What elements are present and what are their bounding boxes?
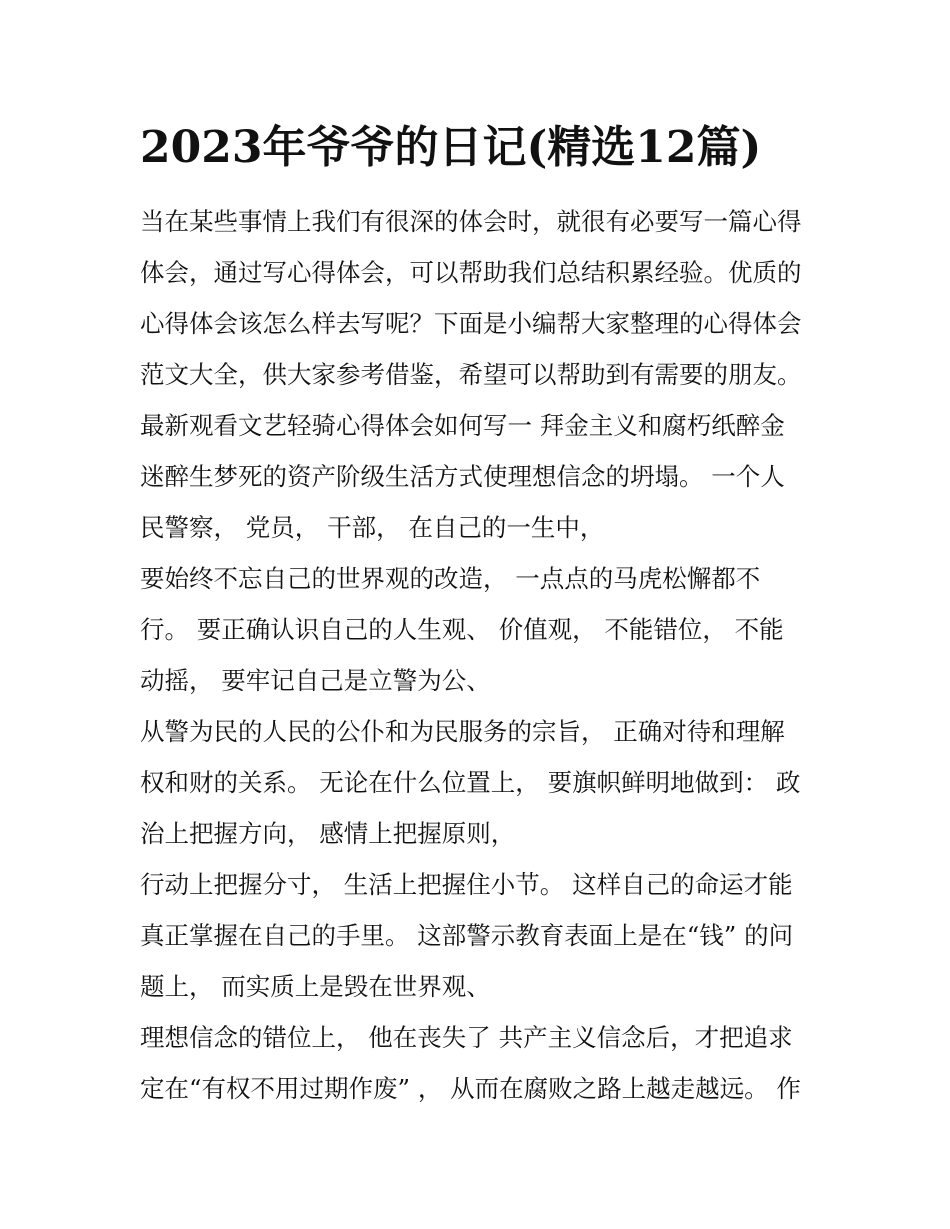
body-line: 行。 要正确认识自己的人生观、 价值观， 不能错位， 不能 [140, 615, 784, 644]
body-line: 从警为民的人民的公仆和为民服务的宗旨， 正确对待和理解 [140, 717, 785, 746]
body-line: 当在某些事情上我们有很深的体会时，就很有必要写一篇心得 [140, 207, 802, 236]
body-line: 理想信念的错位上， 他在丧失了 共产主义信念后，才把追求 [140, 1023, 793, 1052]
body-line: 定在“有权不用过期作废” ， 从而在腐败之路上越走越远。 作 [140, 1074, 801, 1103]
body-line: 迷醉生梦死的资产阶级生活方式使理想信念的坍塌。 一个人 [140, 462, 785, 491]
body-line: 行动上把握分寸， 生活上把握住小节。 这样自己的命运才能 [140, 870, 793, 899]
body-line: 民警察， 党员， 干部， 在自己的一生中， [140, 513, 605, 542]
body-line: 动摇， 要牢记自己是立警为公、 [140, 666, 491, 695]
body-line: 题上， 而实质上是毁在世界观、 [140, 972, 491, 1001]
body-line: 权和财的关系。 无论在什么位置上， 要旗帜鲜明地做到： 政 [140, 768, 801, 797]
body-line: 范文大全，供大家参考借鉴，希望可以帮助到有需要的朋友。 [140, 360, 802, 389]
document-title: 2023年爷爷的日记(精选12篇) [140, 122, 762, 173]
body-line: 真正掌握在自己的手里。 这部警示教育表面上是在“钱” 的问 [140, 921, 794, 950]
body-line: 治上把握方向， 感情上把握原则， [140, 819, 516, 848]
body-line: 体会，通过写心得体会，可以帮助我们总结积累经验。优质的 [140, 258, 802, 287]
body-line: 要始终不忘自己的世界观的改造， 一点点的马虎松懈都不 [140, 564, 761, 593]
body-line: 心得体会该怎么样去写呢？下面是小编帮大家整理的心得体会 [140, 309, 802, 338]
document-body [140, 202, 820, 1120]
body-line: 最新观看文艺轻骑心得体会如何写一 拜金主义和腐朽纸醉金 [140, 411, 785, 440]
